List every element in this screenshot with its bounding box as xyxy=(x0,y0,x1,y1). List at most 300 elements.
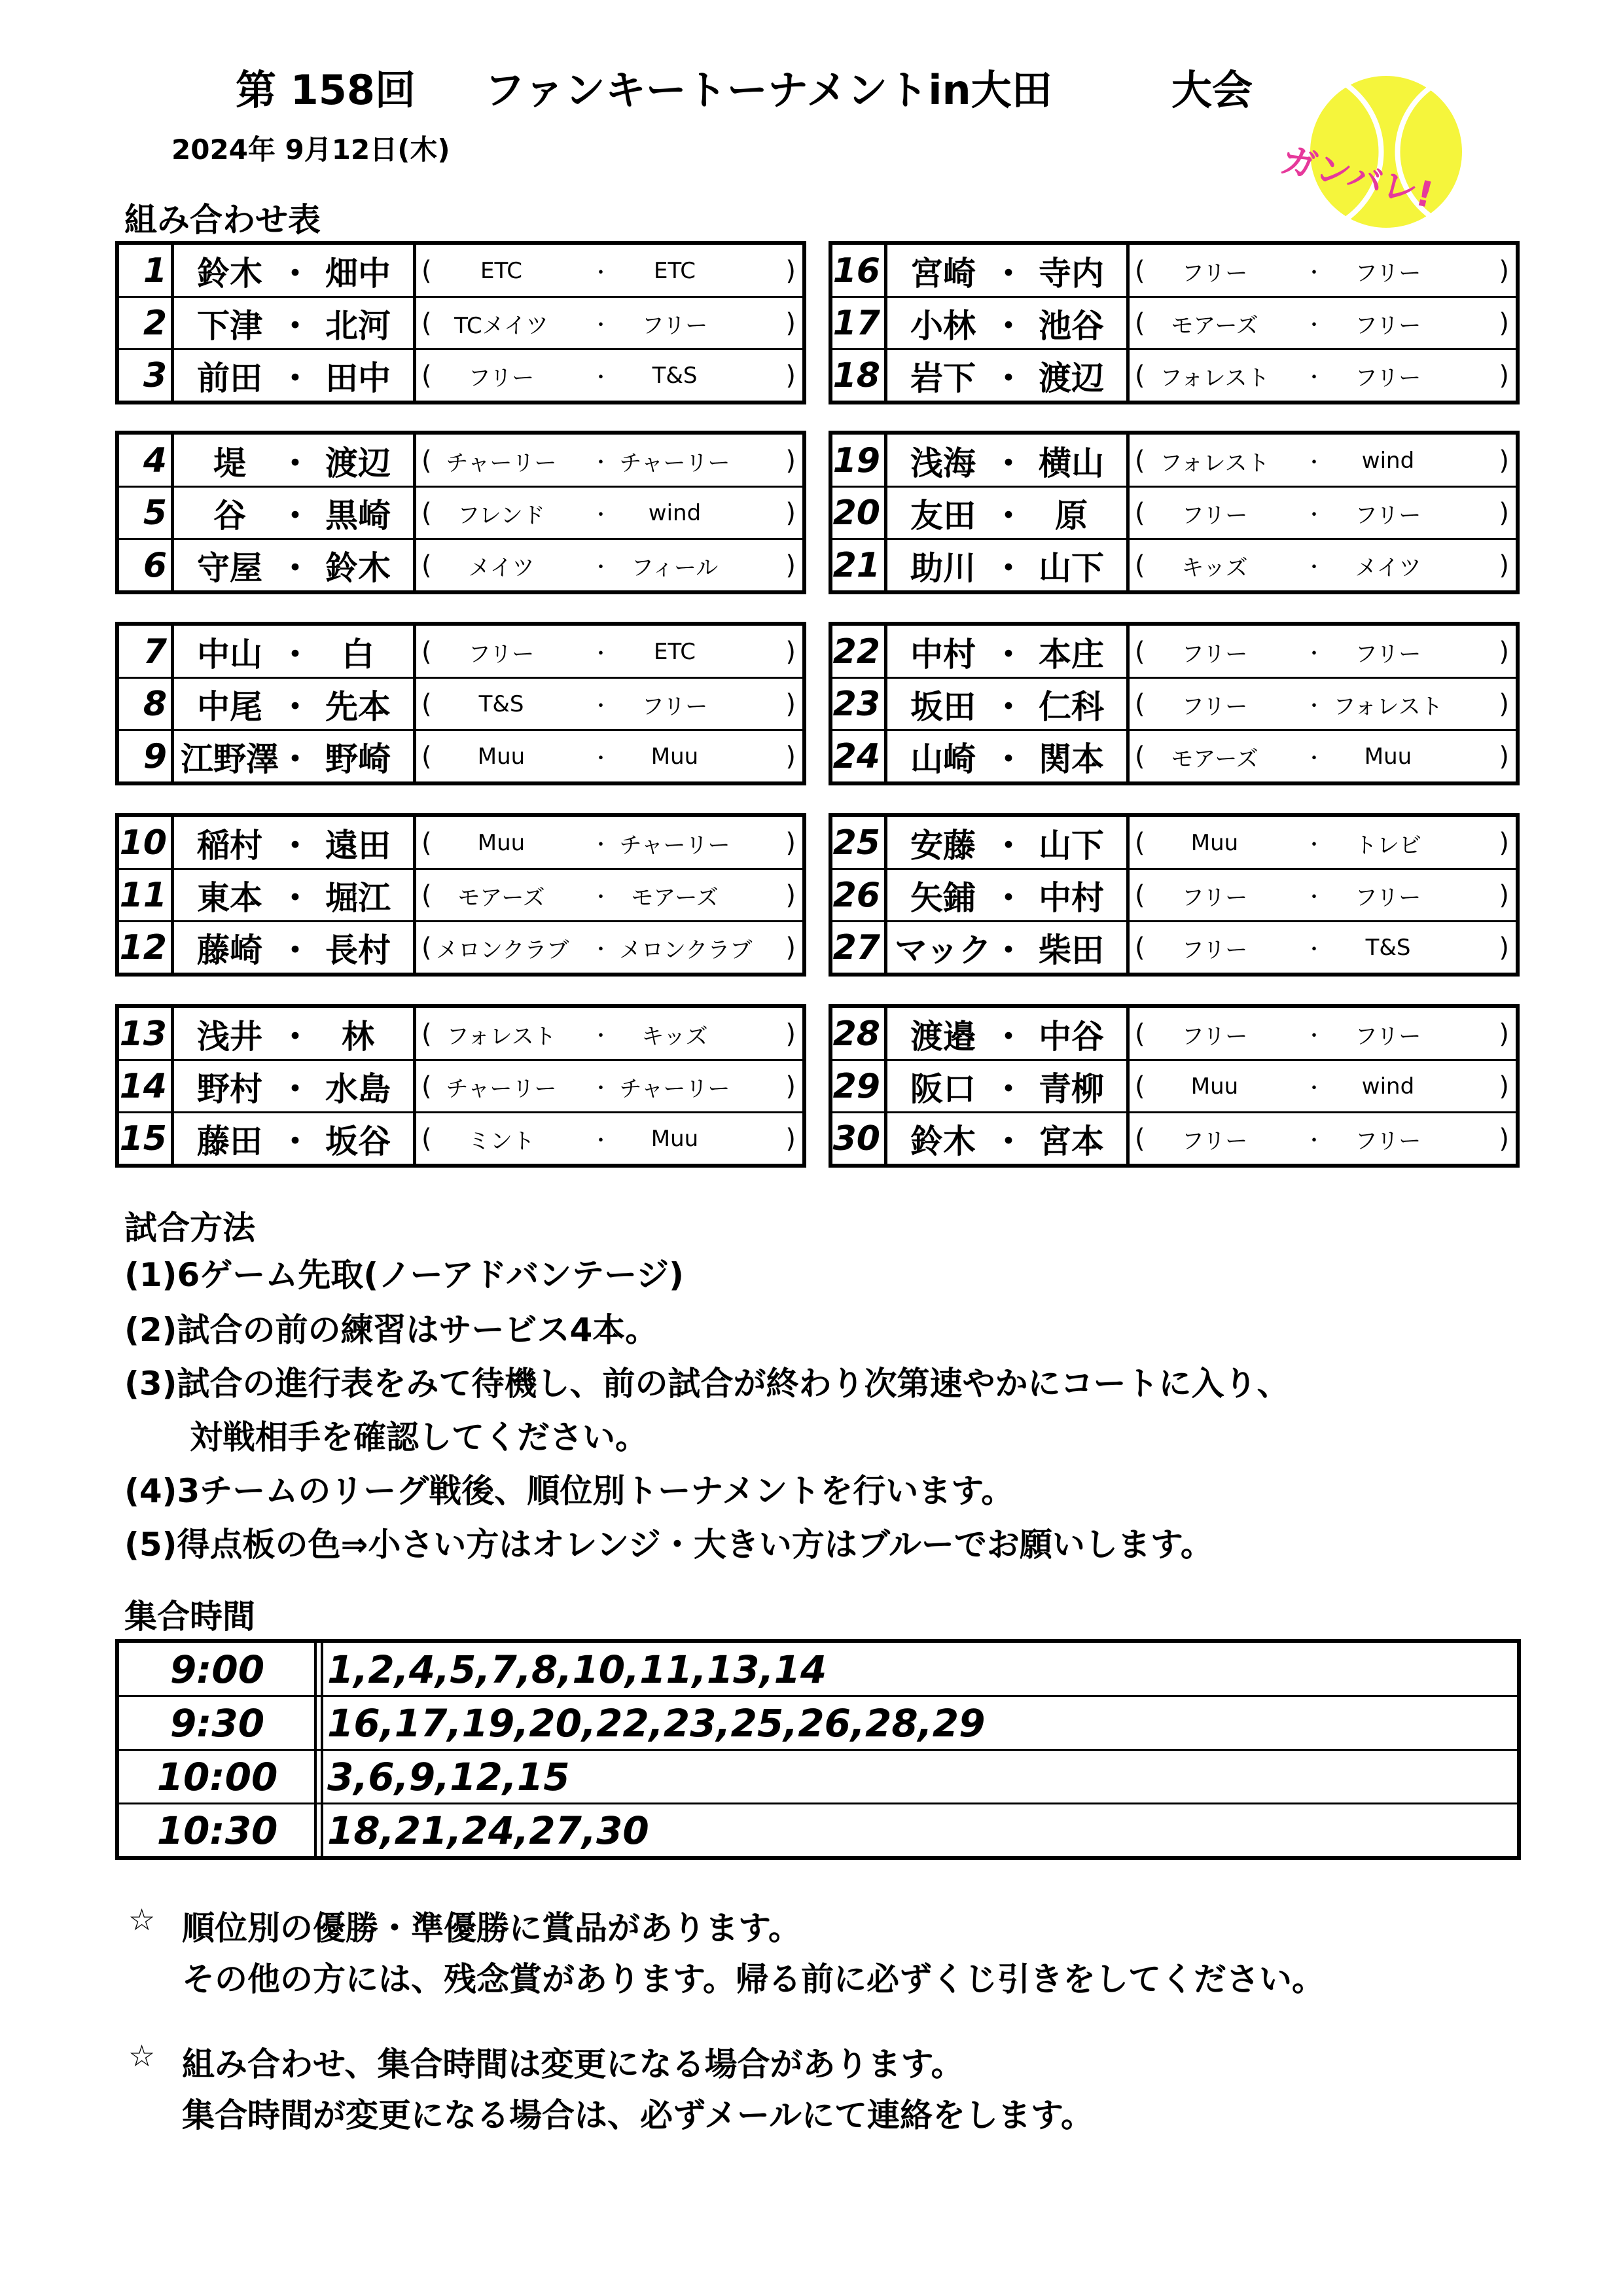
player-1-name: 堤 xyxy=(213,444,246,482)
player-2-name: 関本 xyxy=(1039,740,1104,778)
player-pair xyxy=(174,1008,416,1060)
player-2-name: 長村 xyxy=(325,931,391,969)
player-2-name: 本庄 xyxy=(1039,636,1104,673)
player-1-name: 中村 xyxy=(910,636,976,673)
name-separator: ・ xyxy=(279,549,312,587)
club-separator: ・ xyxy=(1304,556,1324,579)
table-row xyxy=(119,817,802,869)
club-separator: ・ xyxy=(591,262,611,285)
club-1-name: T&S xyxy=(478,691,524,717)
player-pair xyxy=(174,487,416,539)
club-pair xyxy=(416,1008,802,1060)
player-1-name: 坂田 xyxy=(910,688,976,726)
player-pair xyxy=(174,626,416,678)
player-1-name: 谷 xyxy=(213,497,246,535)
player-1-name: 中山 xyxy=(197,636,262,673)
row-divider xyxy=(119,1749,1517,1751)
name-separator: ・ xyxy=(279,1070,312,1108)
club-1-name: フレンド xyxy=(457,502,545,529)
paren-open: ( xyxy=(421,1019,432,1049)
club-separator: ・ xyxy=(1304,1130,1324,1153)
club-1-name: モアーズ xyxy=(1171,745,1258,772)
player-2-name: 堀江 xyxy=(325,879,391,917)
table-row xyxy=(119,435,802,487)
paren-open: ( xyxy=(1135,1019,1145,1049)
player-2-name: 渡辺 xyxy=(325,444,391,482)
table-row xyxy=(119,1060,802,1113)
note-text: 集合時間が変更になる場合は、必ずメールにて連絡をします。 xyxy=(182,2096,1094,2134)
match-number: 13 xyxy=(119,1008,174,1060)
club-separator: ・ xyxy=(591,1130,611,1153)
player-1-name: 浅海 xyxy=(910,444,976,482)
club-2-name: フリー xyxy=(1355,641,1421,668)
row-divider xyxy=(119,920,802,922)
table-row xyxy=(832,817,1516,869)
match-number: 15 xyxy=(119,1113,174,1165)
player-2-name: 山下 xyxy=(1039,827,1104,865)
paren-open: ( xyxy=(421,1124,432,1154)
club-1-name: フリー xyxy=(1181,884,1248,911)
club-separator: ・ xyxy=(1304,747,1324,770)
player-2-name: 先本 xyxy=(325,688,391,726)
club-separator: ・ xyxy=(591,452,611,475)
match-number: 12 xyxy=(119,922,174,974)
player-2-name: 原 xyxy=(1055,497,1088,535)
rule-line: (3)試合の進行表をみて待機し、前の試合が終わり次第速やかにコートに入り、 xyxy=(124,1365,1290,1403)
table-row xyxy=(119,1113,802,1165)
gathering-times-table xyxy=(115,1639,1521,1860)
player-pair xyxy=(887,922,1130,974)
player-1-name: 前田 xyxy=(197,359,262,397)
player-pair xyxy=(887,245,1130,297)
paren-open: ( xyxy=(421,550,432,581)
title-line xyxy=(236,58,1348,117)
row-divider xyxy=(119,296,802,298)
paren-open: ( xyxy=(1135,498,1145,528)
row-divider xyxy=(119,1695,1517,1697)
club-2-name: wind xyxy=(1361,1073,1415,1100)
paren-close: ) xyxy=(785,1124,796,1154)
player-1-name: 安藤 xyxy=(910,827,976,865)
player-1-name: 下津 xyxy=(197,307,262,345)
paren-open: ( xyxy=(421,498,432,528)
table-row xyxy=(119,730,802,783)
match-number: 2 xyxy=(119,297,174,350)
club-separator: ・ xyxy=(1304,504,1324,527)
player-2-name: 渡辺 xyxy=(1039,359,1104,397)
club-1-name: モアーズ xyxy=(457,884,545,911)
name-separator: ・ xyxy=(992,359,1025,397)
club-separator: ・ xyxy=(1304,452,1324,475)
star-icon: ☆ xyxy=(128,2038,156,2073)
club-1-name: フリー xyxy=(1181,693,1248,720)
club-1-name: フリー xyxy=(1181,937,1248,963)
player-1-name: 阪口 xyxy=(910,1070,976,1108)
name-separator: ・ xyxy=(992,688,1025,726)
player-2-name: 寺内 xyxy=(1039,255,1104,293)
pairing-block xyxy=(829,622,1520,785)
club-2-name: フリー xyxy=(1355,502,1421,529)
name-separator: ・ xyxy=(279,444,312,482)
paren-close: ) xyxy=(1499,361,1509,391)
pairing-block xyxy=(115,241,806,404)
club-pair xyxy=(416,297,802,350)
club-separator: ・ xyxy=(591,1077,611,1100)
club-1-name: ミント xyxy=(468,1128,535,1155)
table-row xyxy=(119,922,802,974)
title-edition: 第 158回 xyxy=(236,66,416,114)
row-divider xyxy=(119,1059,802,1061)
club-2-name: メロンクラブ xyxy=(619,937,753,963)
row-divider xyxy=(119,486,802,488)
club-pair xyxy=(1130,817,1516,869)
name-separator: ・ xyxy=(992,1018,1025,1056)
club-separator: ・ xyxy=(591,367,611,389)
table-row xyxy=(832,435,1516,487)
table-row xyxy=(832,539,1516,592)
paren-close: ) xyxy=(785,828,796,858)
paren-close: ) xyxy=(1499,880,1509,910)
club-separator: ・ xyxy=(1304,1077,1324,1100)
club-pair xyxy=(416,922,802,974)
paren-close: ) xyxy=(1499,1019,1509,1049)
title-suffix: 大会 xyxy=(1171,66,1253,114)
match-number: 26 xyxy=(832,869,887,922)
club-1-name: ETC xyxy=(480,258,522,284)
club-1-name: チャーリー xyxy=(446,450,557,476)
player-1-name: マック xyxy=(895,931,991,969)
match-number: 29 xyxy=(832,1060,887,1113)
player-2-name: 坂谷 xyxy=(325,1122,391,1160)
match-number: 4 xyxy=(119,435,174,487)
table-row xyxy=(832,678,1516,730)
rule-line: (4)3チームのリーグ戦後、順位別トーナメントを行います。 xyxy=(124,1472,1014,1510)
table-row xyxy=(832,350,1516,402)
club-2-name: チャーリー xyxy=(619,450,730,476)
paren-open: ( xyxy=(1135,256,1145,286)
match-number: 24 xyxy=(832,730,887,783)
player-1-name: 東本 xyxy=(197,879,262,917)
club-separator: ・ xyxy=(591,314,611,337)
player-2-name: 中谷 xyxy=(1039,1018,1104,1056)
paren-close: ) xyxy=(1499,446,1509,476)
club-1-name: Muu xyxy=(1190,830,1239,856)
club-1-name: Muu xyxy=(477,744,526,770)
name-separator: ・ xyxy=(279,497,312,535)
cheer-logo-text: ガンバレ! xyxy=(1277,138,1438,217)
player-1-name: 矢鋪 xyxy=(910,879,976,917)
match-number: 3 xyxy=(119,350,174,402)
name-separator: ・ xyxy=(992,827,1025,865)
club-2-name: チャーリー xyxy=(619,1075,730,1102)
club-1-name: フリー xyxy=(468,641,535,668)
row-divider xyxy=(119,677,802,679)
club-separator: ・ xyxy=(591,834,611,857)
star-icon: ☆ xyxy=(128,1902,156,1937)
club-1-name: モアーズ xyxy=(1171,312,1258,339)
player-1-name: 守屋 xyxy=(197,549,262,587)
player-1-name: 助川 xyxy=(910,549,976,587)
name-separator: ・ xyxy=(279,307,312,345)
row-divider xyxy=(832,729,1516,731)
paren-close: ) xyxy=(1499,689,1509,719)
match-number: 8 xyxy=(119,678,174,730)
table-row xyxy=(119,487,802,539)
club-pair xyxy=(416,678,802,730)
player-1-name: 岩下 xyxy=(910,359,976,397)
name-separator: ・ xyxy=(992,879,1025,917)
match-number: 25 xyxy=(832,817,887,869)
club-2-name: フリー xyxy=(1355,884,1421,911)
club-pair xyxy=(416,869,802,922)
player-1-name: 藤田 xyxy=(197,1122,262,1160)
paren-open: ( xyxy=(421,1071,432,1102)
club-2-name: フリー xyxy=(641,312,708,339)
player-pair xyxy=(887,817,1130,869)
row-divider xyxy=(832,1111,1516,1113)
player-pair xyxy=(887,487,1130,539)
player-pair xyxy=(174,297,416,350)
name-separator: ・ xyxy=(279,255,312,293)
player-1-name: 藤崎 xyxy=(197,931,262,969)
player-2-name: 林 xyxy=(342,1018,374,1056)
paren-close: ) xyxy=(1499,637,1509,667)
table-row xyxy=(119,1696,1517,1750)
rule-line: 対戦相手を確認してください。 xyxy=(124,1418,648,1456)
player-pair xyxy=(174,817,416,869)
club-separator: ・ xyxy=(591,1025,611,1048)
club-pair xyxy=(1130,869,1516,922)
club-separator: ・ xyxy=(591,643,611,666)
row-divider xyxy=(119,538,802,540)
note-text: 順位別の優勝・準優勝に賞品があります。 xyxy=(182,1909,801,1947)
club-separator: ・ xyxy=(591,747,611,770)
times-heading: 集合時間 xyxy=(124,1598,255,1636)
name-separator: ・ xyxy=(279,1122,312,1160)
paren-open: ( xyxy=(1135,550,1145,581)
row-divider xyxy=(832,296,1516,298)
club-separator: ・ xyxy=(591,556,611,579)
paren-close: ) xyxy=(1499,742,1509,772)
player-pair xyxy=(887,297,1130,350)
match-numbers: 1,2,4,5,7,8,10,11,13,14 xyxy=(327,1647,827,1692)
paren-open: ( xyxy=(421,742,432,772)
club-separator: ・ xyxy=(591,695,611,718)
paren-close: ) xyxy=(785,880,796,910)
pairing-block xyxy=(829,1004,1520,1168)
paren-open: ( xyxy=(421,361,432,391)
paren-close: ) xyxy=(785,742,796,772)
player-2-name: 池谷 xyxy=(1039,307,1104,345)
player-2-name: 野崎 xyxy=(325,740,391,778)
club-1-name: フォレスト xyxy=(446,1023,556,1050)
club-pair xyxy=(416,730,802,783)
match-number: 17 xyxy=(832,297,887,350)
match-number: 21 xyxy=(832,539,887,592)
paren-open: ( xyxy=(421,256,432,286)
club-pair xyxy=(1130,1008,1516,1060)
club-separator: ・ xyxy=(591,886,611,909)
player-2-name: 畑中 xyxy=(325,255,391,293)
match-number: 28 xyxy=(832,1008,887,1060)
club-1-name: Muu xyxy=(1190,1073,1239,1100)
club-2-name: キッズ xyxy=(641,1023,708,1050)
club-2-name: フリー xyxy=(1355,312,1421,339)
table-row xyxy=(119,245,802,297)
club-2-name: フリー xyxy=(1355,260,1421,287)
player-2-name: 北河 xyxy=(325,307,391,345)
paren-open: ( xyxy=(1135,689,1145,719)
paren-open: ( xyxy=(421,308,432,338)
row-divider xyxy=(832,538,1516,540)
club-2-name: トレビ xyxy=(1355,832,1421,859)
club-2-name: フィール xyxy=(631,554,719,581)
name-separator: ・ xyxy=(279,1018,312,1056)
event-date: 2024年 9月12日(木) xyxy=(171,134,450,166)
match-numbers: 16,17,19,20,22,23,25,26,28,29 xyxy=(327,1701,986,1746)
paren-close: ) xyxy=(1499,1124,1509,1154)
player-2-name: 山下 xyxy=(1039,549,1104,587)
table-row xyxy=(832,1113,1516,1165)
row-divider xyxy=(119,1111,802,1113)
player-pair xyxy=(174,350,416,402)
row-divider xyxy=(832,348,1516,350)
paren-open: ( xyxy=(421,880,432,910)
name-separator: ・ xyxy=(279,688,312,726)
pairing-block xyxy=(115,431,806,594)
club-1-name: フリー xyxy=(1181,641,1248,668)
table-row xyxy=(119,539,802,592)
player-pair xyxy=(887,678,1130,730)
rules-heading: 試合方法 xyxy=(124,1209,255,1247)
note-text: 組み合わせ、集合時間は変更になる場合があります。 xyxy=(182,2045,964,2083)
club-pair xyxy=(1130,435,1516,487)
paren-open: ( xyxy=(421,933,432,963)
paren-open: ( xyxy=(1135,742,1145,772)
club-pair xyxy=(416,626,802,678)
player-pair xyxy=(174,730,416,783)
table-row xyxy=(832,869,1516,922)
name-separator: ・ xyxy=(992,1122,1025,1160)
paren-open: ( xyxy=(1135,446,1145,476)
club-pair xyxy=(416,435,802,487)
gathering-time: 10:00 xyxy=(156,1755,278,1799)
match-number: 16 xyxy=(832,245,887,297)
club-pair xyxy=(416,245,802,297)
player-pair xyxy=(887,1008,1130,1060)
pairing-block xyxy=(829,813,1520,977)
club-pair xyxy=(1130,297,1516,350)
match-numbers: 18,21,24,27,30 xyxy=(327,1808,649,1853)
paren-open: ( xyxy=(1135,308,1145,338)
table-row xyxy=(119,1008,802,1060)
match-number: 6 xyxy=(119,539,174,592)
table-row xyxy=(832,487,1516,539)
club-separator: ・ xyxy=(1304,314,1324,337)
club-1-name: メイツ xyxy=(468,554,535,581)
club-1-name: フォレスト xyxy=(1160,365,1270,391)
player-pair xyxy=(887,1113,1130,1165)
name-separator: ・ xyxy=(992,636,1025,673)
paren-open: ( xyxy=(421,446,432,476)
paren-open: ( xyxy=(421,828,432,858)
table-row xyxy=(119,1643,1517,1696)
note-text: その他の方には、残念賞があります。帰る前に必ずくじ引きをしてください。 xyxy=(182,1960,1325,1998)
club-2-name: ETC xyxy=(654,639,696,665)
club-1-name: フリー xyxy=(1181,1128,1248,1155)
club-1-name: フリー xyxy=(1181,1023,1248,1050)
player-2-name: 柴田 xyxy=(1039,931,1104,969)
table-row xyxy=(832,297,1516,350)
player-1-name: 中尾 xyxy=(197,688,262,726)
club-pair xyxy=(416,539,802,592)
paren-close: ) xyxy=(785,689,796,719)
player-2-name: 中村 xyxy=(1039,879,1104,917)
club-2-name: T&S xyxy=(652,363,698,389)
table-row xyxy=(832,626,1516,678)
gathering-time: 9:30 xyxy=(169,1701,265,1746)
club-2-name: フリー xyxy=(641,693,708,720)
player-2-name: 横山 xyxy=(1039,444,1104,482)
player-pair xyxy=(887,350,1130,402)
club-1-name: フォレスト xyxy=(1160,450,1270,476)
player-1-name: 江野澤 xyxy=(181,740,279,778)
match-number: 20 xyxy=(832,487,887,539)
club-pair xyxy=(1130,1113,1516,1165)
paren-open: ( xyxy=(1135,1124,1145,1154)
column-divider xyxy=(321,1643,323,1856)
row-divider xyxy=(832,920,1516,922)
player-pair xyxy=(887,869,1130,922)
club-2-name: T&S xyxy=(1365,935,1411,961)
player-1-name: 友田 xyxy=(910,497,976,535)
table-row xyxy=(832,1008,1516,1060)
club-pair xyxy=(1130,245,1516,297)
club-1-name: フリー xyxy=(1181,260,1248,287)
player-1-name: 鈴木 xyxy=(910,1122,976,1160)
club-separator: ・ xyxy=(1304,1025,1324,1048)
match-number: 18 xyxy=(832,350,887,402)
row-divider xyxy=(119,1803,1517,1804)
paren-open: ( xyxy=(1135,637,1145,667)
player-pair xyxy=(887,626,1130,678)
pairing-block xyxy=(115,1004,806,1168)
name-separator: ・ xyxy=(992,740,1025,778)
player-1-name: 鈴木 xyxy=(197,255,262,293)
table-row xyxy=(119,350,802,402)
player-pair xyxy=(887,539,1130,592)
paren-close: ) xyxy=(1499,256,1509,286)
player-1-name: 小林 xyxy=(910,307,976,345)
match-number: 23 xyxy=(832,678,887,730)
club-2-name: フォレスト xyxy=(1333,693,1443,720)
club-pair xyxy=(1130,487,1516,539)
club-1-name: チャーリー xyxy=(446,1075,557,1102)
player-pair xyxy=(174,435,416,487)
pairings-heading: 組み合わせ表 xyxy=(124,201,321,239)
table-row xyxy=(119,626,802,678)
player-pair xyxy=(174,1060,416,1113)
club-pair xyxy=(416,1060,802,1113)
player-1-name: 稲村 xyxy=(197,827,262,865)
row-divider xyxy=(832,868,1516,870)
table-row xyxy=(119,297,802,350)
club-2-name: Muu xyxy=(651,744,699,770)
paren-close: ) xyxy=(785,637,796,667)
paren-close: ) xyxy=(785,1071,796,1102)
club-separator: ・ xyxy=(591,504,611,527)
club-1-name: キッズ xyxy=(1181,554,1248,581)
